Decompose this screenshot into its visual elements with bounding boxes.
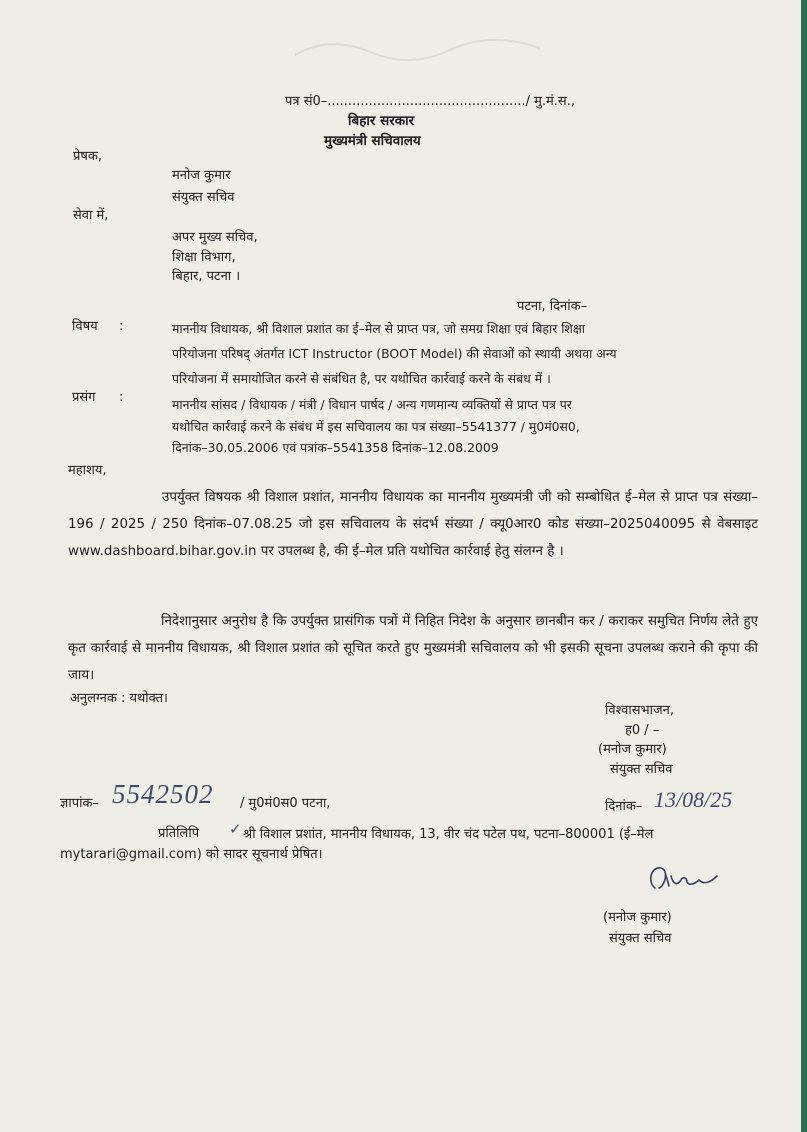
subject-colon: : xyxy=(119,319,124,334)
recipient-line-3: बिहार, पटना । xyxy=(172,269,241,284)
sender-label: प्रेषक, xyxy=(73,149,103,164)
body-paragraph-2: निदेशानुसार अनुरोध है कि उपर्युक्त प्रासंगिक पत्रों में निहित निदेश के अनुसार छानबीन कर / कराकर समुचित निर्णय लेते हुए कृत कार्रवाई से माननीय विधायक, श्री विशाल प्रशांत को सूचित करते हुए मुख्यमंत्री सचिवालय को भी इसकी सूचना उपलब्ध कराने की कृपा की जाय। xyxy=(68,614,758,683)
subject-line-1: माननीय विधायक, श्री विशाल प्रशांत का ई–मेल से प्राप्त पत्र, जो समग्र शिक्षा एवं बिहार शिक्षा xyxy=(172,321,585,336)
subject-line-3: परियोजना में समायोजित करने से संबंधित है, पर यथोचित कार्रवाई करने के संबंध में । xyxy=(172,371,551,386)
sender-name: मनोज कुमार xyxy=(172,168,231,183)
reference-line-3: दिनांक–30.05.2006 एवं पत्रांक–5541358 दिनांक–12.08.2009 xyxy=(172,440,499,455)
recipient-line-1: अपर मुख्य सचिव, xyxy=(172,230,258,245)
signature-name: (मनोज कुमार) xyxy=(603,910,672,925)
subject-label: विषय xyxy=(72,319,98,334)
closing-line-4: संयुक्त सचिव xyxy=(610,762,673,777)
memo-suffix: / मु0मं0स0 पटना, xyxy=(240,796,331,811)
signature-designation: संयुक्त सचिव xyxy=(609,931,672,946)
recipient-label: सेवा में, xyxy=(73,208,109,223)
reference-colon: : xyxy=(119,390,124,405)
closing-line-3: (मनोज कुमार) xyxy=(598,742,667,757)
letter-number: पत्र सं0–................................................/ मु.मं.स., xyxy=(285,94,575,109)
recipient-line-2: शिक्षा विभाग, xyxy=(172,250,236,265)
place-date: पटना, दिनांक– xyxy=(517,299,588,314)
copy-to-line-2: mytarari@gmail.com) को सादर सूचनार्थ प्रेषित। xyxy=(60,847,323,862)
office-name: मुख्यमंत्री सचिवालय xyxy=(324,133,421,149)
reference-line-2: यथोचित कार्रवाई करने के संबंध में इस सचिवालय का पत्र संख्या–5541377 / मु0मं0स0, xyxy=(172,419,580,434)
enclosure: अनुलग्नक : यथोक्त। xyxy=(70,691,168,706)
reference-label: प्रसंग xyxy=(72,390,96,405)
copy-to-label: प्रतिलिपि xyxy=(158,826,200,841)
closing-line-1: विश्वासभाजन, xyxy=(605,703,675,718)
memo-handwritten-date: 13/08/25 xyxy=(654,787,733,812)
memo-prefix: ज्ञापांक– xyxy=(60,796,99,811)
body-paragraph-1: उपर्युक्त विषयक श्री विशाल प्रशांत, माननीय विधायक का माननीय मुख्यमंत्री जी को सम्बोधित ई–मेल से प्राप्त पत्र संख्या–196 / 2025 / 250 दिनांक–07.08.25 जो इस सचिवालय के संदर्भ संख्या / क्यू0आर0 कोड संख्या–2025040095 से वेबसाइट www.dashboard.bihar.gov.in पर उपलब्ध है, की ई–मेल प्रति यथोचित कार्रवाई हेतु संलग्न है । xyxy=(68,490,758,559)
sender-designation: संयुक्त सचिव xyxy=(172,190,235,205)
salutation: महाशय, xyxy=(68,463,107,478)
signature-icon xyxy=(643,858,723,898)
subject-line-2: परियोजना परिषद् अंतर्गत ICT Instructor (BOOT Model) की सेवाओं को स्थायी अथवा अन्य xyxy=(172,346,617,361)
tick-mark-icon: ✓ xyxy=(229,822,242,838)
government-name: बिहार सरकार xyxy=(348,113,415,129)
reference-line-1: माननीय सांसद / विधायक / मंत्री / विधान पार्षद / अन्य गणमान्य व्यक्तियों से प्राप्त पत्र पर xyxy=(172,397,572,412)
green-page-edge xyxy=(801,0,807,1132)
memo-date-label: दिनांक– xyxy=(605,799,643,814)
memo-handwritten-number: 5542502 xyxy=(112,779,214,809)
copy-to-line-1: श्री विशाल प्रशांत, माननीय विधायक, 13, वीर चंद पटेल पथ, पटना–800001 (ई–मेल xyxy=(243,827,654,842)
faint-watermark xyxy=(290,30,550,70)
closing-line-2: ह0 / – xyxy=(625,723,660,738)
